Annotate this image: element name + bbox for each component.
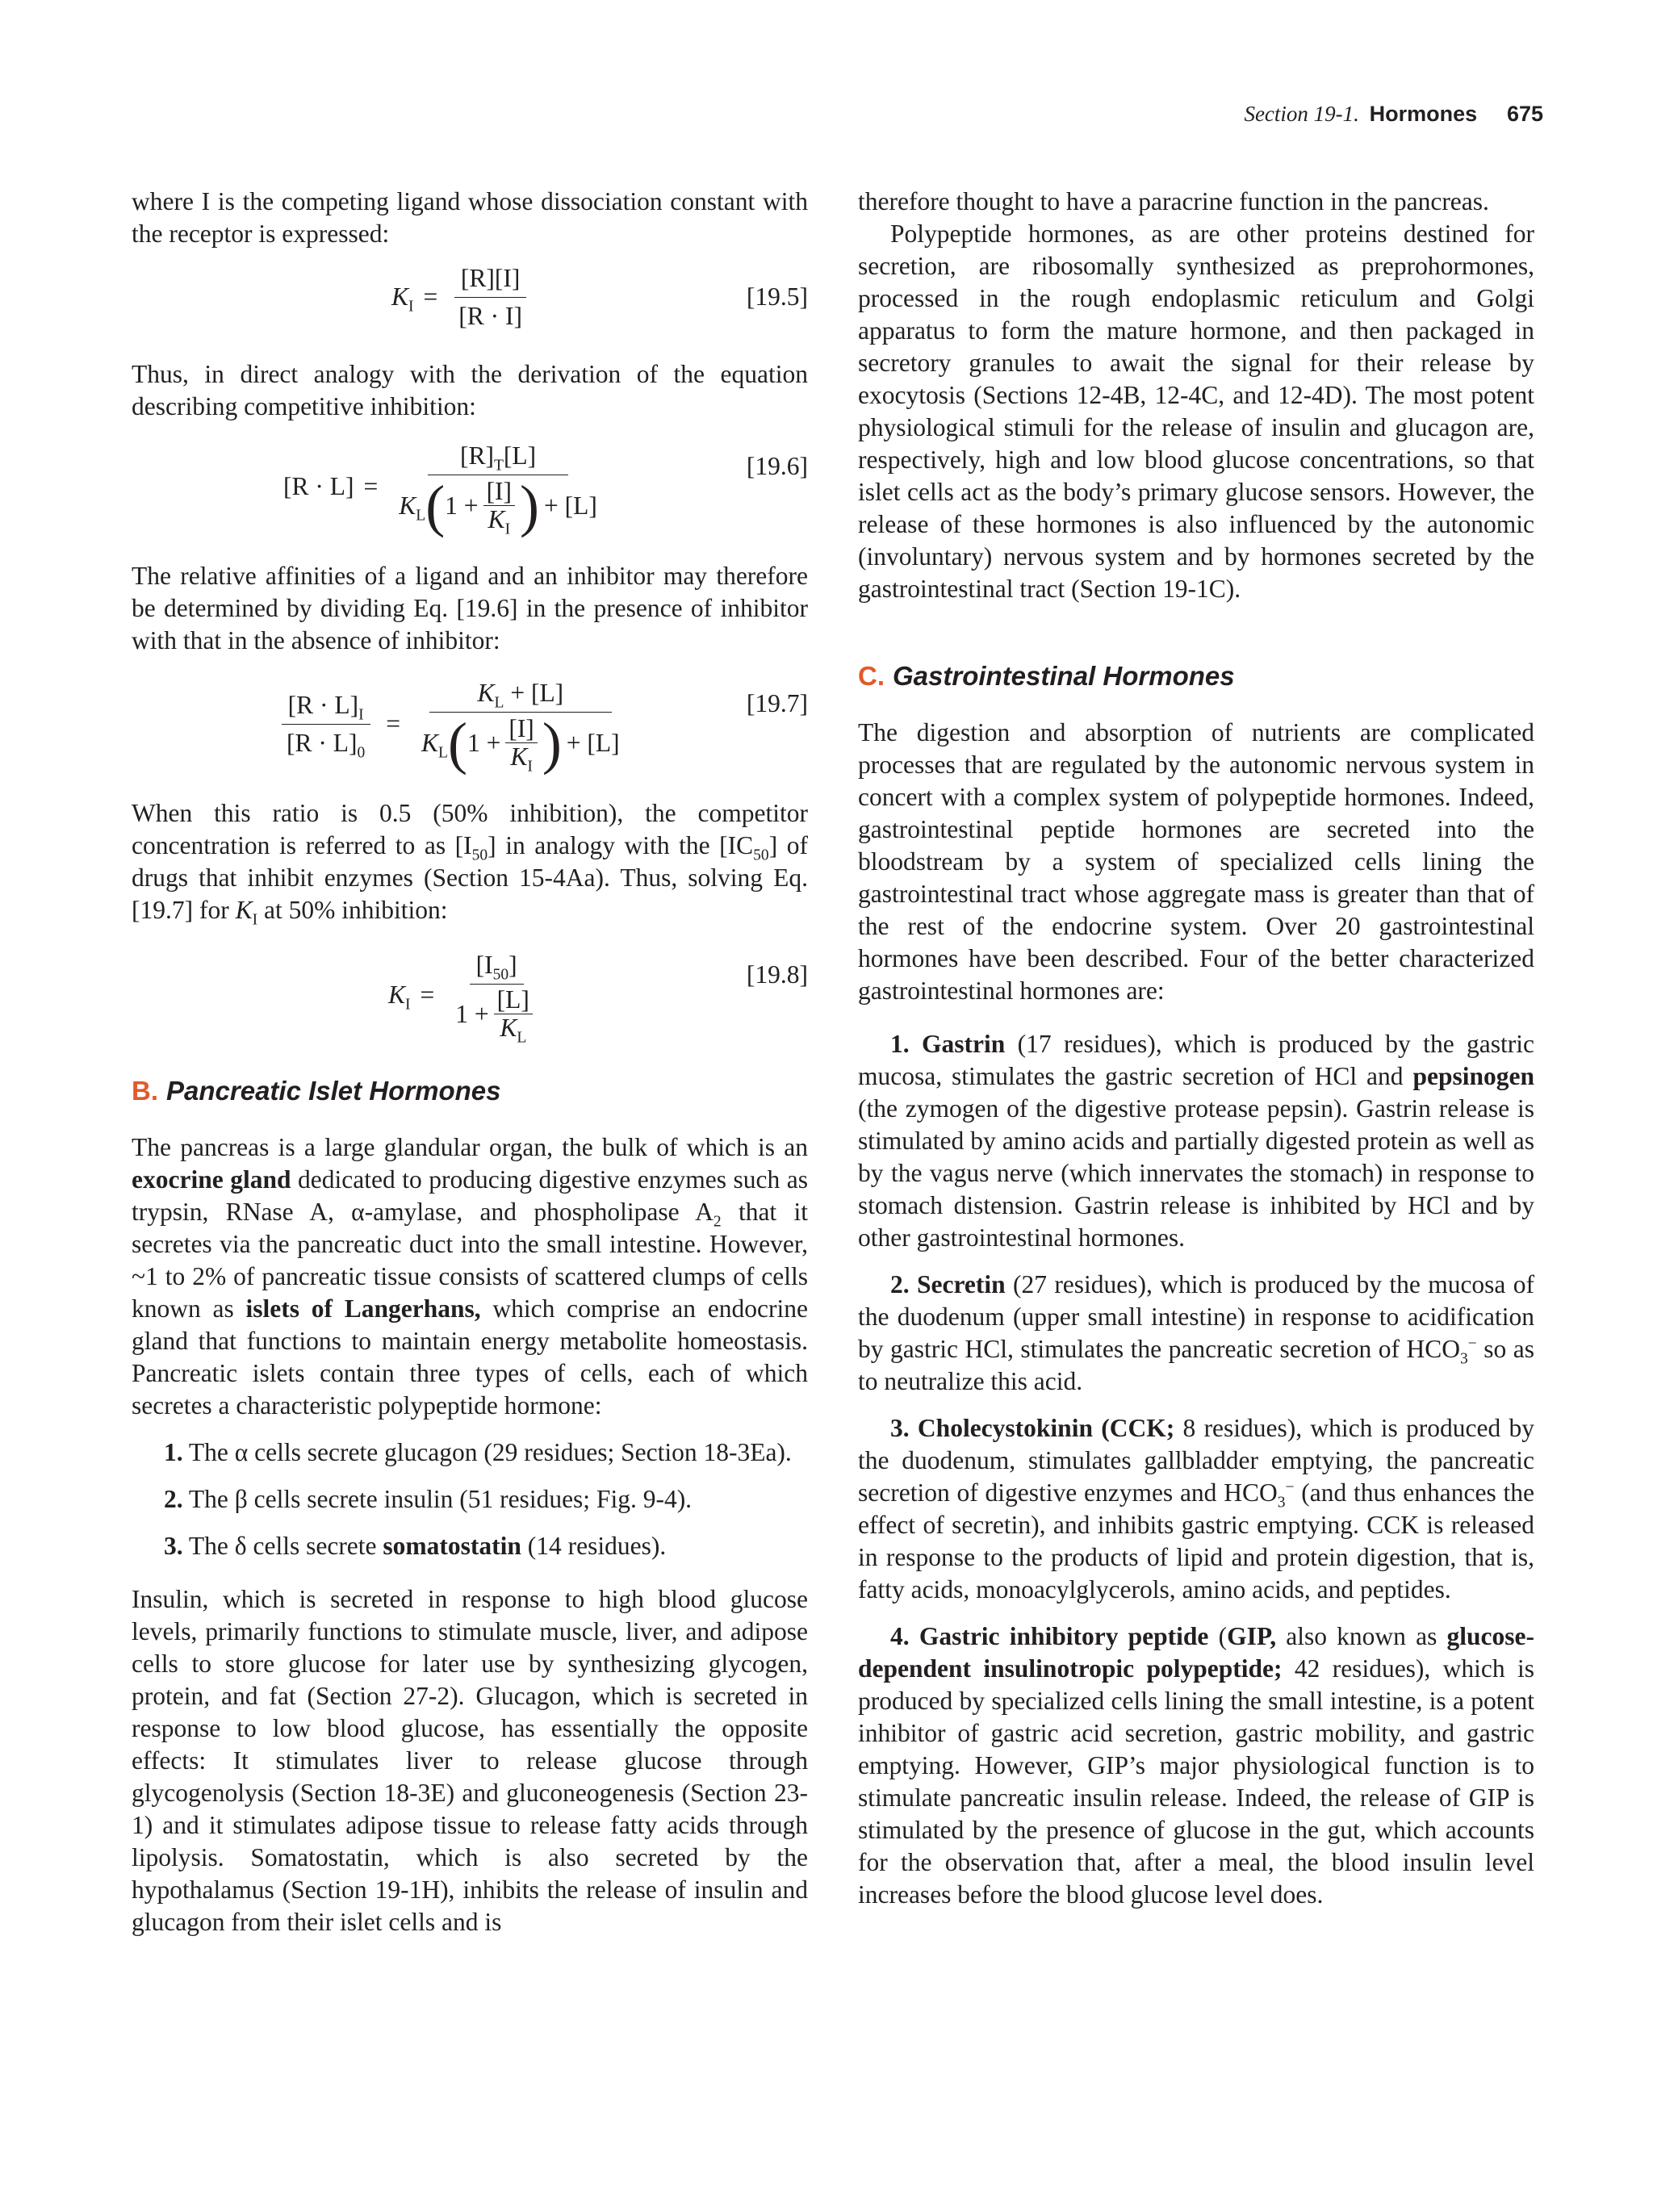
- list-item-secretin: 2. Secretin (27 residues), which is produced by the mucosa of the duodenum (upper small intestine) in response to acidification by gastric HCl, stimulates the pancreatic secretion of $HCO_3^-$ so as to neutralize this acid.: [858, 1270, 1535, 1395]
- header-topic: Hormones: [1369, 102, 1478, 126]
- right-paragraph-c1: The digestion and absorption of nutrients are complicated processes that are regulated by the autonomic nervous system in concert with a complex system of polypeptide hormones. Indeed, gastrointestinal peptide hormones are secreted into the bloodstream by a system of specialized cells lining the gastrointestinal tract whose aggregate mass is greater than that of the rest of the endocrine system. Over 20 gastrointestinal hormones have been described. Four of the better characterized gastrointestinal hormones are:: [858, 718, 1534, 1005]
- eq197-label: [19.7]: [746, 688, 808, 717]
- section-heading-c: C. Gastrointestinal Hormones: [858, 661, 1235, 691]
- eq196-fraction: $[R]_T[L]$ $K_L$ ( 1 + $\frac{[I]}{K_I}$ ) + [L]: [392, 439, 604, 535]
- right-paragraph-1: therefore thought to have a paracrine function in the pancreas.: [858, 187, 1489, 215]
- eq196-lhs: [R · L]: [283, 472, 354, 500]
- list-item-cck: 3. Cholecystokinin (CCK; 8 residues), which is produced by the duodenum, stimulates gallbladder emptying, the pancreatic secretion of digestive enzymes and $HCO_3^-$ (and thus enhances the effect of secretin), and inhibits gastric emptying. CCK is released in response to the products of lipid and protein digestion, that is, fatty acids, monoacylglycerols, amino acids, and peptides.: [858, 1414, 1534, 1604]
- list-item: 1. The α cells secrete glucagon (29 residues; Section 18-3Ea).: [164, 1438, 792, 1466]
- gastrointestinal-hormone-list: [858, 1028, 1534, 1911]
- eq195-lhs: $K_I$: [391, 282, 414, 316]
- equation-19-6: [R · L] = $[R]_T[L]$ $K_L$ ( 1 + $\frac{[I]}{K_I}$ ) + [L] [19.6]: [132, 436, 808, 537]
- equation-19-5: $K_I$ = $\frac{[R][I]}{[R \cdot I]}$ [19.5]: [132, 258, 808, 336]
- eq198-fraction: $[I_{50}]$ 1 + $\frac{[L]}{K_L}$: [449, 948, 544, 1042]
- list-item: 2. The β cells secrete insulin (51 residues; Fig. 9-4).: [164, 1485, 693, 1513]
- left-column: [132, 186, 808, 1938]
- page-number: 675: [1506, 102, 1543, 126]
- list-item-gip: 4. Gastric inhibitory peptide (GIP, also known as glucose-dependent insulinotropic polypeptide; 42 residues), which is produced by specialized cells lining the small intestine, is a potent inhibitor of gastric acid secretion, gastric mobility, and gastric emptying. However, GIP’s major physiological function is to stimulate pancreatic insulin release. Indeed, the release of GIP is stimulated by the presence of glucose in the gut, which accounts for the observation that, after a meal, the blood insulin level increases before the blood glucose level does.: [858, 1622, 1535, 1909]
- left-paragraph-1: where I is the competing ligand whose dissociation constant with the receptor is expressed:: [132, 187, 808, 248]
- list-item: 3. The δ cells secrete somatostatin (14 residues).: [164, 1532, 667, 1560]
- eq195-numerator: [R][I]: [454, 261, 526, 298]
- running-header: [1244, 102, 1543, 127]
- list-item-gastrin: 1. Gastrin (17 residues), which is produced by the gastric mucosa, stimulates the gastric secretion of HCl and pepsinogen (the zymogen of the digestive protease pepsin). Gastrin release is stimulated by amino acids and partially digested protein as well as by the vagus nerve (which innervates the stomach) in response to stomach distension. Gastrin release is inhibited by HCl and by other gastrointestinal hormones.: [858, 1030, 1535, 1252]
- islet-cell-list: [132, 1436, 808, 1562]
- equation-19-8: $K_I$ = $[I_{50}]$ 1 + $\frac{[L]}{K_L}$ [19.8]: [132, 944, 808, 1046]
- left-paragraph-b2: Insulin, which is secreted in response to high blood glucose levels, primarily functions to stimulate muscle, liver, and adipose cells to store glucose for later use by synthesizing glycogen, protein, and fat (Section 27-2). Glucagon, which is secreted in response to low blood glucose, has essentially the opposite effects: It stimulates liver to release glucose through glycogenolysis (Section 18-3E) and gluconeogenesis (Section 23-1) and it stimulates adipose tissue to release fatty acids through lipolysis. Somatostatin, which is also secreted by the hypothalamus (Section 19-1H), inhibits the release of insulin and glucagon from their islet cells and is: [132, 1585, 808, 1936]
- header-section: Section 19-1.: [1244, 102, 1359, 126]
- eq195-denominator: [R · I]: [458, 301, 523, 330]
- right-paragraph-2: Polypeptide hormones, as are other proteins destined for secretion, are ribosomally synthesized as preprohormones, processed in the rough endoplasmic reticulum and Golgi apparatus to form the mature hormone, and then packaged in secretory granules to await the signal for their release by exocytosis (Sections 12-4B, 12-4C, and 12-4D). The most potent physiological stimuli for the release of insulin and glucagon are, respectively, high and low blood glucose concentrations, so that islet cells act as the body’s primary glucose sensors. However, the release of these hormones is also influenced by the autonomic (involuntary) nervous system and by hormones secreted by the gastrointestinal tract (Section 19-1C).: [858, 220, 1534, 603]
- left-paragraph-3: The relative affinities of a ligand and an inhibitor may therefore be determined by dividing Eq. [19.6] in the presence of inhibitor with that in the absence of inhibitor:: [132, 562, 808, 654]
- left-paragraph-4: When this ratio is 0.5 (50% inhibition), the competitor concentration is referred to as $[I_{50}]$ in analogy with the $[IC_{50}]$ of drugs that inhibit enzymes (Section 15-4Aa). Thus, solving Eq. [19.7] for $K_I$ at 50% inhibition:: [132, 799, 808, 929]
- eq197-rhs-fraction: $K_L + [L]$ $K_L$ ( 1 + $\frac{[I]}{K_I}$ ) + [L]: [415, 676, 626, 772]
- left-paragraph-2: Thus, in direct analogy with the derivation of the equation describing competitive inhibition:: [132, 360, 808, 420]
- section-heading-b: B. Pancreatic Islet Hormones: [132, 1076, 501, 1106]
- eq197-lhs-fraction: $\frac{[R \cdot L]_I}{[R \cdot L]_0}$: [280, 688, 371, 760]
- left-paragraph-b1: The pancreas is a large glandular organ, the bulk of which is an exocrine gland dedicated to producing digestive enzymes such as trypsin, RNase A, α-amylase, and phospholipase $A_2$ that it secretes via the pancreatic duct into the small intestine. However, ~1 to 2% of pancreatic tissue consists of scattered clumps of cells known as islets of Langerhans, which comprise an endocrine gland that functions to maintain energy metabolite homeostasis. Pancreatic islets contain three types of cells, each of which secretes a characteristic polypeptide hormone:: [132, 1133, 808, 1420]
- eq195-label: [19.5]: [746, 282, 808, 311]
- eq195-fraction: [452, 261, 529, 333]
- eq198-label: [19.8]: [746, 960, 808, 989]
- equation-19-7: $\frac{[R \cdot L]_I}{[R \cdot L]_0}$ = $K_L + [L]$ $K_L$ ( 1 + $\frac{[I]}{K_I}$ ) + [L] [19.7]: [132, 673, 808, 775]
- eq196-label: [19.6]: [746, 451, 808, 480]
- right-column: [858, 186, 1534, 1911]
